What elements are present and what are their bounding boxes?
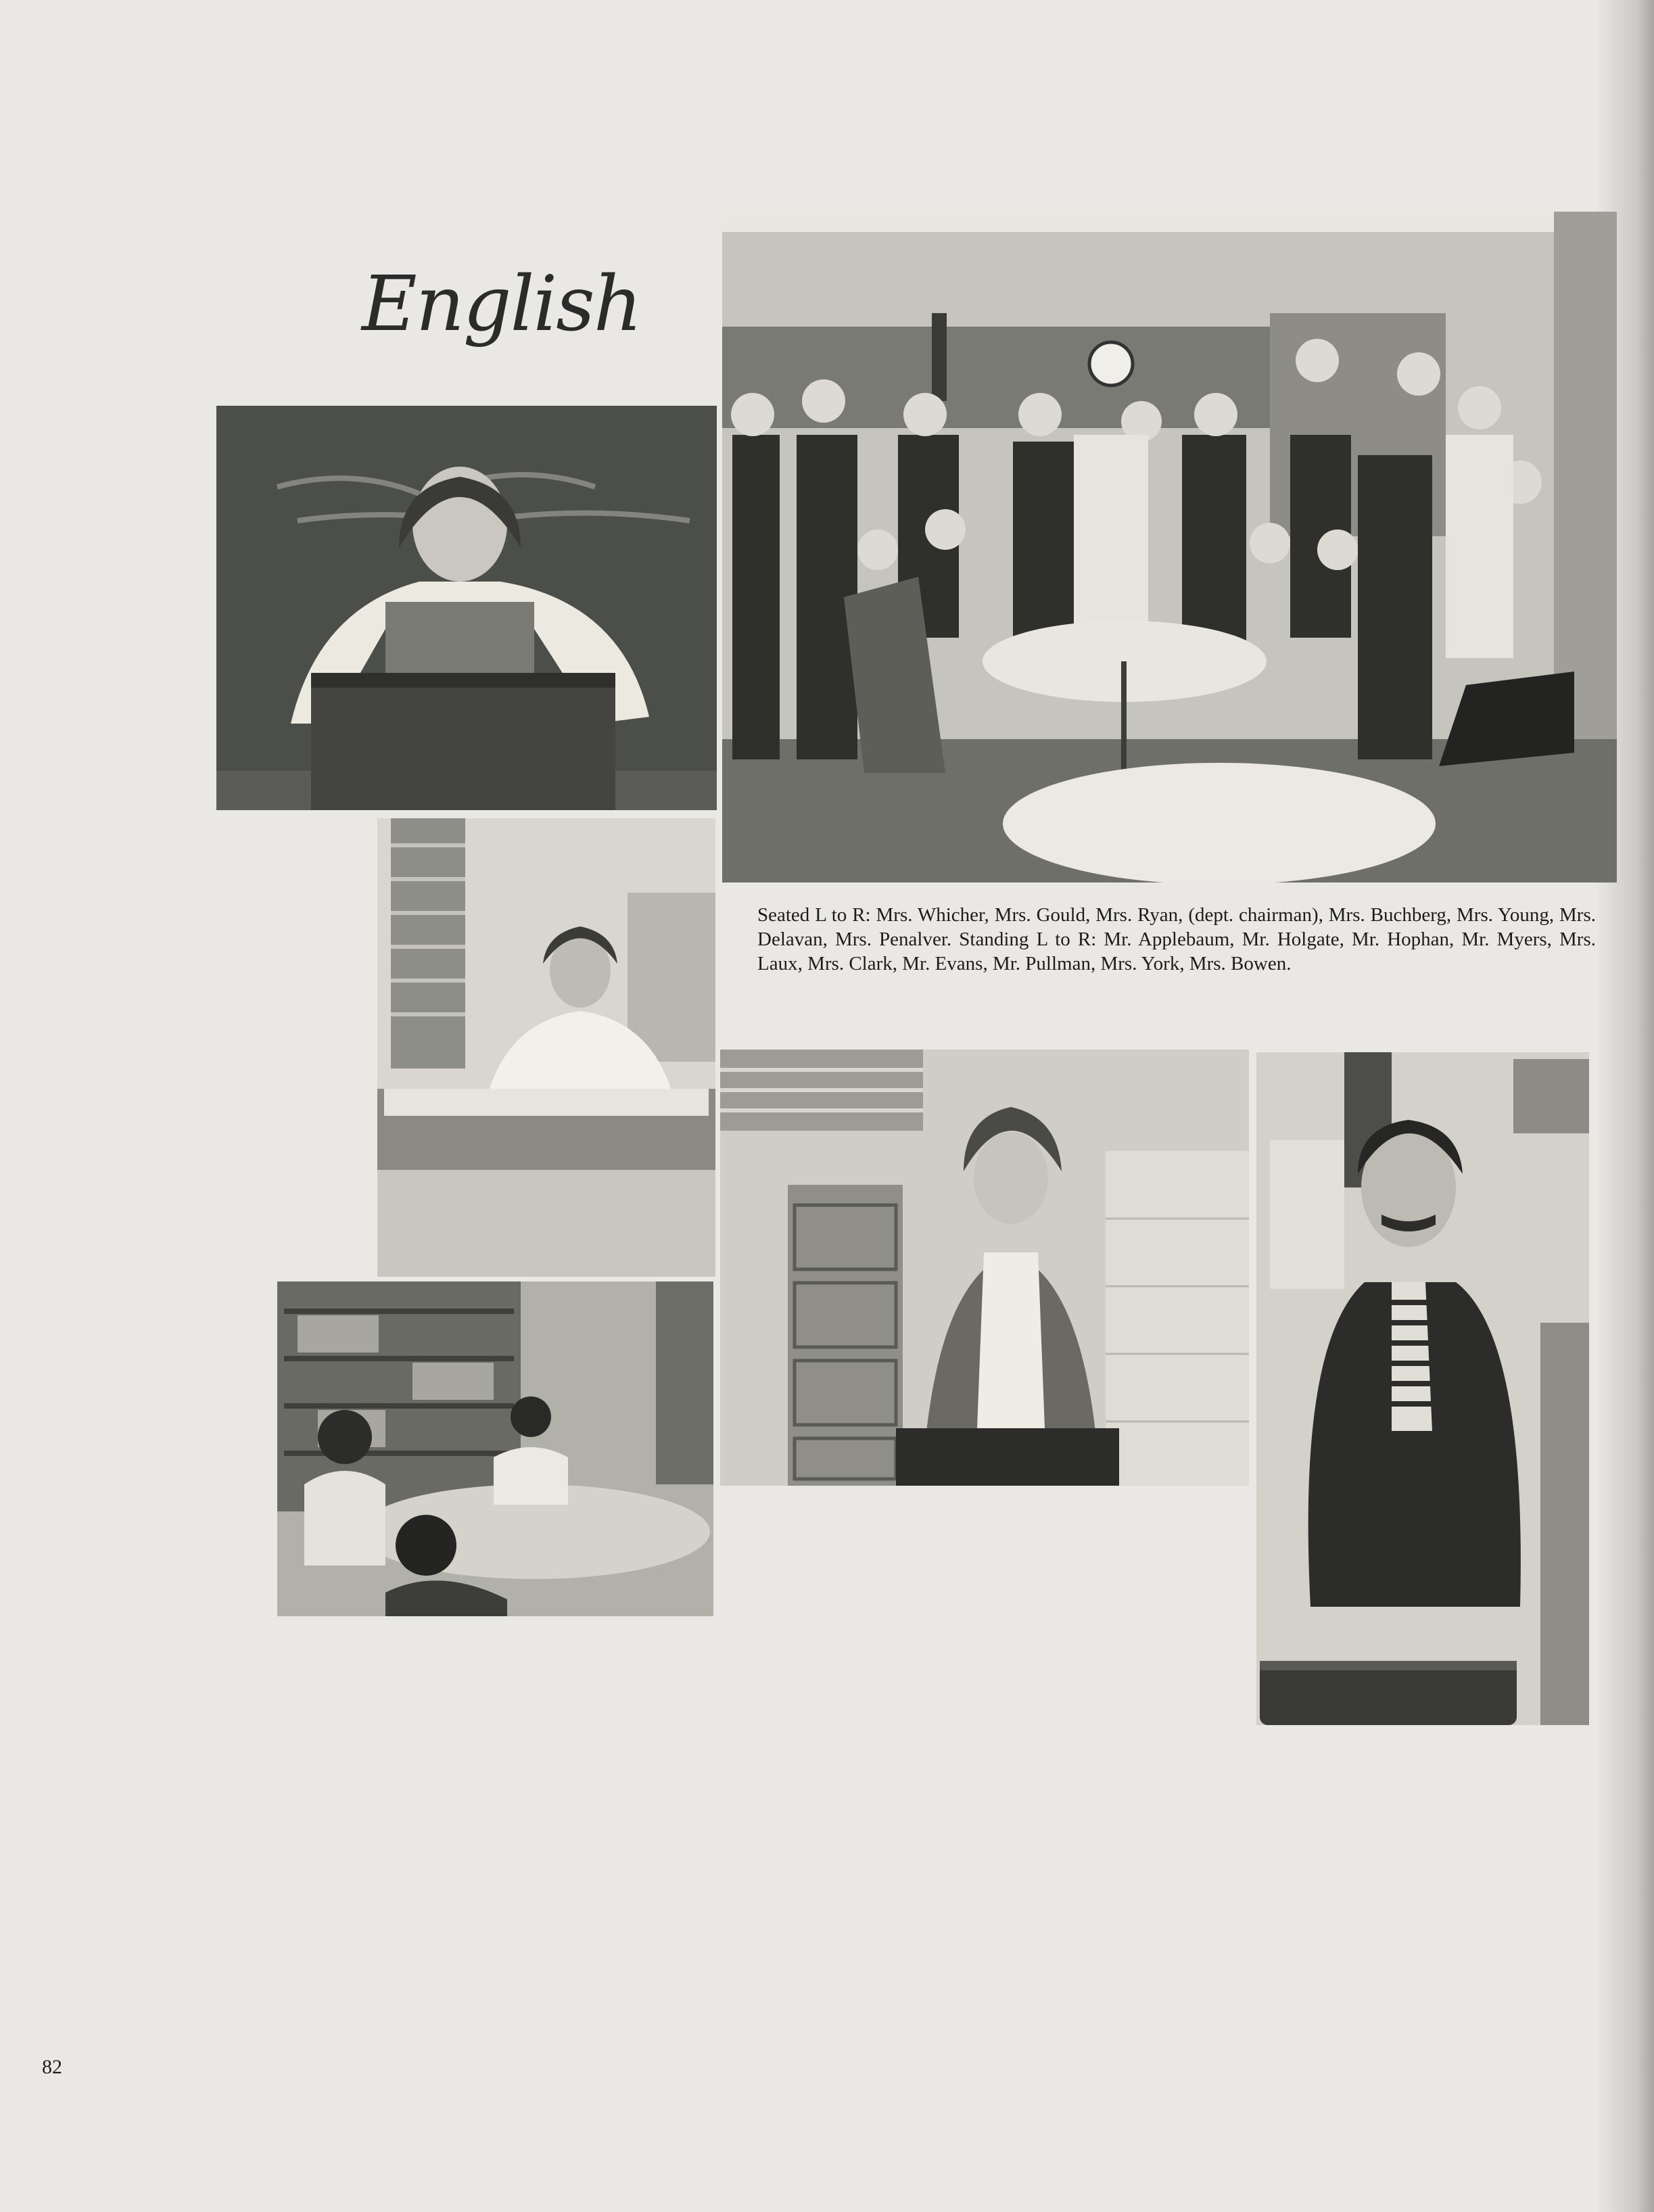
photo-students-in-library	[277, 1281, 713, 1616]
page-title: English	[362, 260, 641, 348]
photo-department-group	[722, 212, 1617, 883]
page-number: 82	[42, 2056, 62, 2078]
photo-teacher-at-desk	[377, 818, 715, 1277]
photo-teacher-by-file-cabinet	[720, 1050, 1249, 1486]
photo-teacher-at-lectern	[216, 406, 717, 810]
group-photo-caption: Seated L to R: Mrs. Whicher, Mrs. Gould, Mrs. Ryan, (dept. chairman), Mrs. Buchberg, Mrs. Young, Mrs. Delavan, Mrs. Penalver. Standing L to R: Mr. Applebaum, Mr. Holgate, Mr. Hophan, Mr. Myers, Mrs. Laux, Mrs. Clark, Mr. Evans, Mr. Pullman, Mrs. York, Mrs. Bowen.	[757, 904, 1596, 974]
photo-teacher-with-briefcase	[1256, 1052, 1589, 1725]
